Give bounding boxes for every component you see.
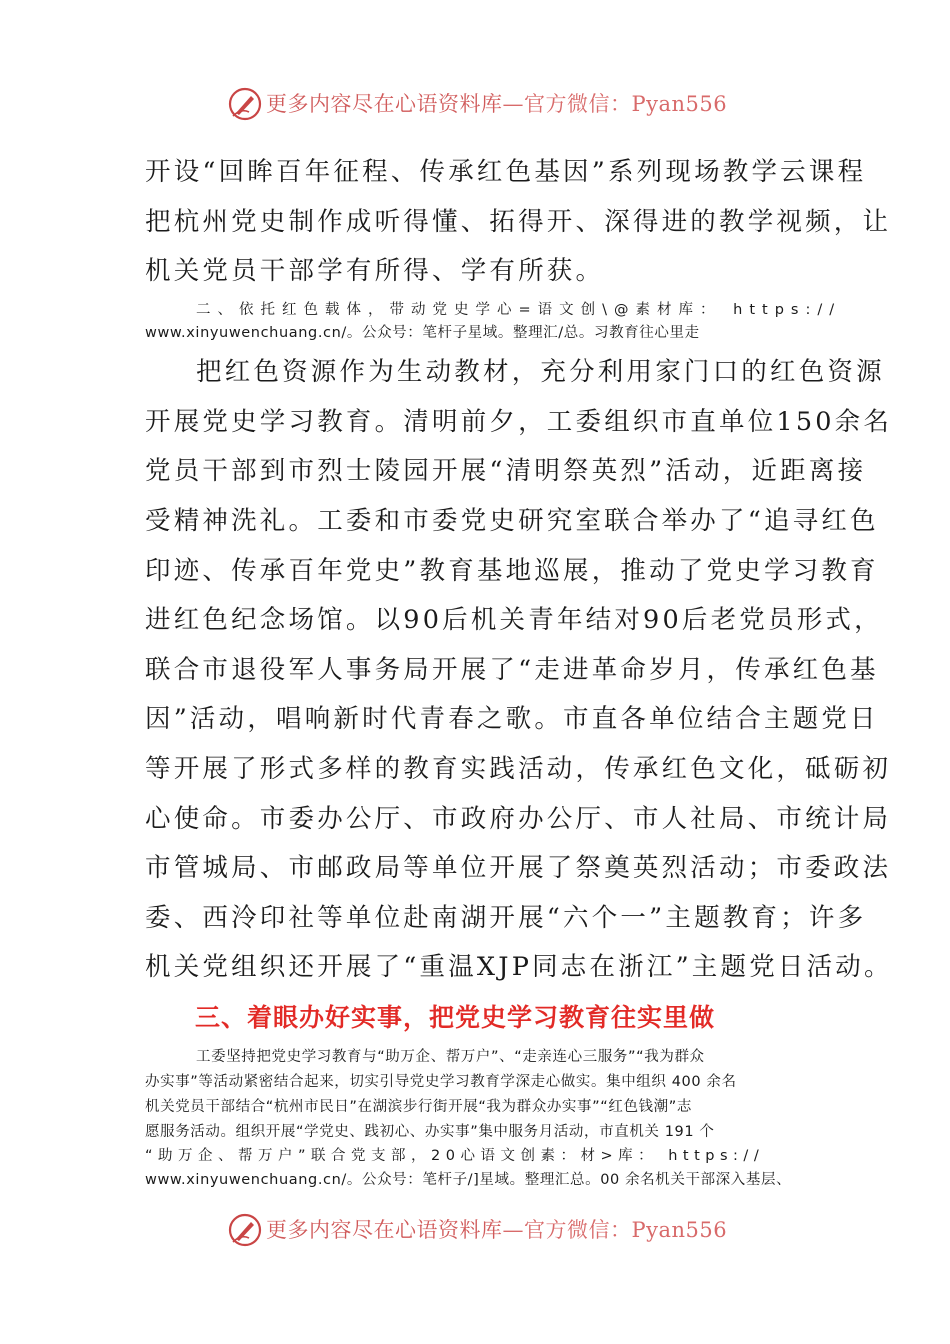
text-line: 开展党史学习教育。清明前夕，工委组织市直单位150余名 <box>145 407 893 437</box>
text-line: 工委坚持把党史学习教育与“助万企、帮万户”、“走亲连心三服务”“我为群众 <box>196 1049 705 1065</box>
text-line: www.xinyuwenchuang.cn/。公众号：笔杆子星域。整理汇/总。习教育往心里走 <box>145 325 700 341</box>
text-line: 等开展了形式多样的教育实践活动，传承红色文化，砥砺初 <box>145 754 892 784</box>
text-line: 开设“回眸百年征程、传承红色基因”系列现场教学云课程 <box>145 157 867 187</box>
text-line: 把杭州党史制作成听得懂、拓得开、深得进的教学视频，让 <box>145 207 892 237</box>
text-line: 办实事”等活动紧密结合起来，切实引导党史学习教育学深走心做实。集中组织 400 余名 <box>145 1074 737 1090</box>
text-line: 心使命。市委办公厅、市政府办公厅、市人社局、市统计局 <box>145 804 892 834</box>
banner-text: 更多内容尽在心语资料库—官方微信：Pyan556 <box>266 1218 728 1242</box>
text-line: “助万企、帮万户”联合党支部，20心语文创素：材>库： https:// <box>145 1148 765 1164</box>
text-line: 机关党员干部结合“杭州市民日”在湖滨步行街开展“我为群众办实事”“红色钱潮”志 <box>145 1099 692 1115</box>
header-banner <box>0 84 950 124</box>
pen-logo-icon <box>227 1212 263 1248</box>
footer-banner <box>0 1210 950 1250</box>
text-line: 把红色资源作为生动教材，充分利用家门口的红色资源 <box>196 357 885 387</box>
text-line: 因”活动，唱响新时代青春之歌。市直各单位结合主题党日 <box>145 704 879 734</box>
text-line: 印迹、传承百年党史”教育基地巡展，推动了党史学习教育 <box>145 556 879 586</box>
pen-logo-icon <box>227 86 263 122</box>
text-line: 委、西泠印社等单位赴南湖开展“六个一”主题教育；许多 <box>145 903 867 933</box>
text-line: 愿服务活动。组织开展“学党史、践初心、办实事”集中服务月活动，市直机关 191 个 <box>145 1124 715 1140</box>
text-line: 机关党组织还开展了“重温XJP同志在浙江”主题党日活动。 <box>145 952 893 982</box>
text-line: 受精神洗礼。工委和市委党史研究室联合举办了“追寻红色 <box>145 506 879 536</box>
section-heading: 三、着眼办好实事，把党史学习教育往实里做 <box>195 1003 716 1032</box>
text-line: 机关党员干部学有所得、学有所获。 <box>145 256 605 286</box>
text-line: 党员干部到市烈士陵园开展“清明祭英烈”活动，近距离接 <box>145 456 867 486</box>
text-line: 二、依托红色载体，带动党史学心=语文创\@素材库： https:// <box>196 302 842 318</box>
text-line: www.xinyuwenchuang.cn/。公众号：笔杆子/]星域。整理汇总。00 余名机关干部深入基层、 <box>145 1172 792 1188</box>
text-line: 联合市退役军人事务局开展了“走进革命岁月，传承红色基 <box>145 655 879 685</box>
text-line: 进红色纪念场馆。以90后机关青年结对90后老党员形式， <box>145 605 883 635</box>
banner-text: 更多内容尽在心语资料库—官方微信：Pyan556 <box>266 92 728 116</box>
text-line: 市管城局、市邮政局等单位开展了祭奠英烈活动；市委政法 <box>145 853 892 883</box>
